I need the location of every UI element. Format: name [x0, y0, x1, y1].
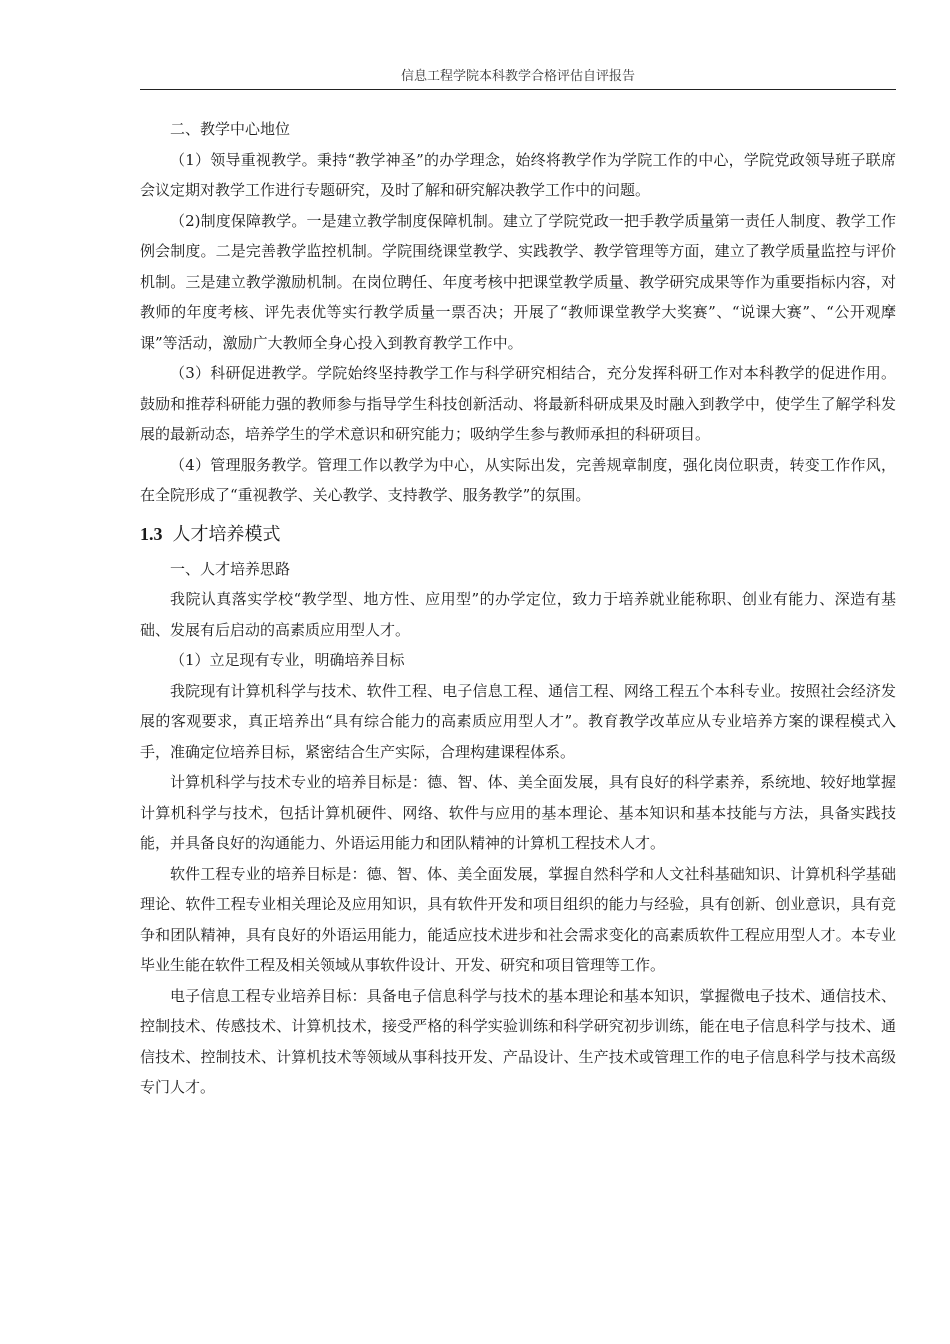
- section-heading: [140, 519, 896, 550]
- section-number: 1.3: [140, 523, 163, 544]
- paragraph: 软件工程专业的培养目标是：德、智、体、美全面发展，掌握自然科学和人文社科基础知识、计算机科学基础理论、软件工程专业相关理论及应用知识，具有软件开发和项目组织的能力与经验，具有创新、创业意识，具有竞争和团队精神，具有良好的外语运用能力，能适应技术进步和社会需求变化的高素质软件工程应用型人才。本专业毕业生能在软件工程及相关领域从事软件设计、开发、研究和项目管理等工作。: [140, 864, 896, 974]
- paragraph: （3）科研促进教学。学院始终坚持教学工作与科学研究相结合，充分发挥科研工作对本科教学的促进作用。鼓励和推荐科研能力强的教师参与指导学生科技创新活动、将最新科研成果及时融入到教学中，使学生了解学科发展的最新动态，培养学生的学术意识和研究能力；吸纳学生参与教师承担的科研项目。: [140, 364, 896, 443]
- document-body: [140, 114, 896, 1103]
- paragraph: 我院现有计算机科学与技术、软件工程、电子信息工程、通信工程、网络工程五个本科专业。按照社会经济发展的客观要求，真正培养出“具有综合能力的高素质应用型人才”。教育教学改革应从专业培养方案的课程模式入手，准确定位培养目标，紧密结合生产实际，合理构建课程体系。: [140, 681, 896, 761]
- paragraph: 计算机科学与技术专业的培养目标是：德、智、体、美全面发展，具有良好的科学素养，系统地、较好地掌握计算机科学与技术，包括计算机硬件、网络、软件与应用的基本理论、基本知识和基本技能与方法，具备实践技能，并具备良好的沟通能力、外语运用能力和团队精神的计算机工程技术人才。: [140, 773, 896, 852]
- paragraph: 我院认真落实学校“教学型、地方性、应用型”的办学定位，致力于培养就业能称职、创业有能力、深造有基础、发展有后启动的高素质应用型人才。: [140, 590, 896, 639]
- page-header: [140, 68, 896, 90]
- section-title-text: 人才培养模式: [172, 523, 281, 545]
- paragraph: 电子信息工程专业培养目标：具备电子信息科学与技术的基本理论和基本知识，掌握微电子技术、通信技术、控制技术、传感技术、计算机技术，接受严格的科学实验训练和科学研究初步训练，能在电子信息科学与技术、通信技术、控制技术、计算机技术等领域从事科技开发、产品设计、生产技术或管理工作的电子信息科学与技术高级专门人才。: [140, 986, 896, 1096]
- subheading-teaching-center: 二、教学中心地位: [170, 120, 291, 138]
- subheading-training-approach: 一、人才培养思路: [170, 559, 291, 578]
- paragraph: （4）管理服务教学。管理工作以教学为中心，从实际出发，完善规章制度，强化岗位职责，转变工作作风，在全院形成了“重视教学、关心教学、支持教学、服务教学”的氛围。: [140, 455, 896, 504]
- paragraph: （1）立足现有专业，明确培养目标: [170, 651, 405, 669]
- paragraph: （2)制度保障教学。一是建立教学制度保障机制。建立了学院党政一把手教学质量第一责任人制度、教学工作例会制度。二是完善教学监控机制。学院围绕课堂教学、实践教学、教学管理等方面，建立了教学质量监控与评价机制。三是建立教学激励机制。在岗位聘任、年度考核中把课堂教学质量、教学研究成果等作为重要指标内容，对教师的年度考核、评先表优等实行教学质量一票否决；开展了“教师课堂教学大奖赛”、“说课大赛”、“公开观摩课”等活动，激励广大教师全身心投入到教育教学工作中。: [140, 211, 896, 352]
- header-title: 信息工程学院本科教学合格评估自评报告: [400, 69, 635, 84]
- paragraph: （1）领导重视教学。秉持“教学神圣”的办学理念，始终将教学作为学院工作的中心，学院党政领导班子联席会议定期对教学工作进行专题研究，及时了解和研究解决教学工作中的问题。: [140, 150, 896, 199]
